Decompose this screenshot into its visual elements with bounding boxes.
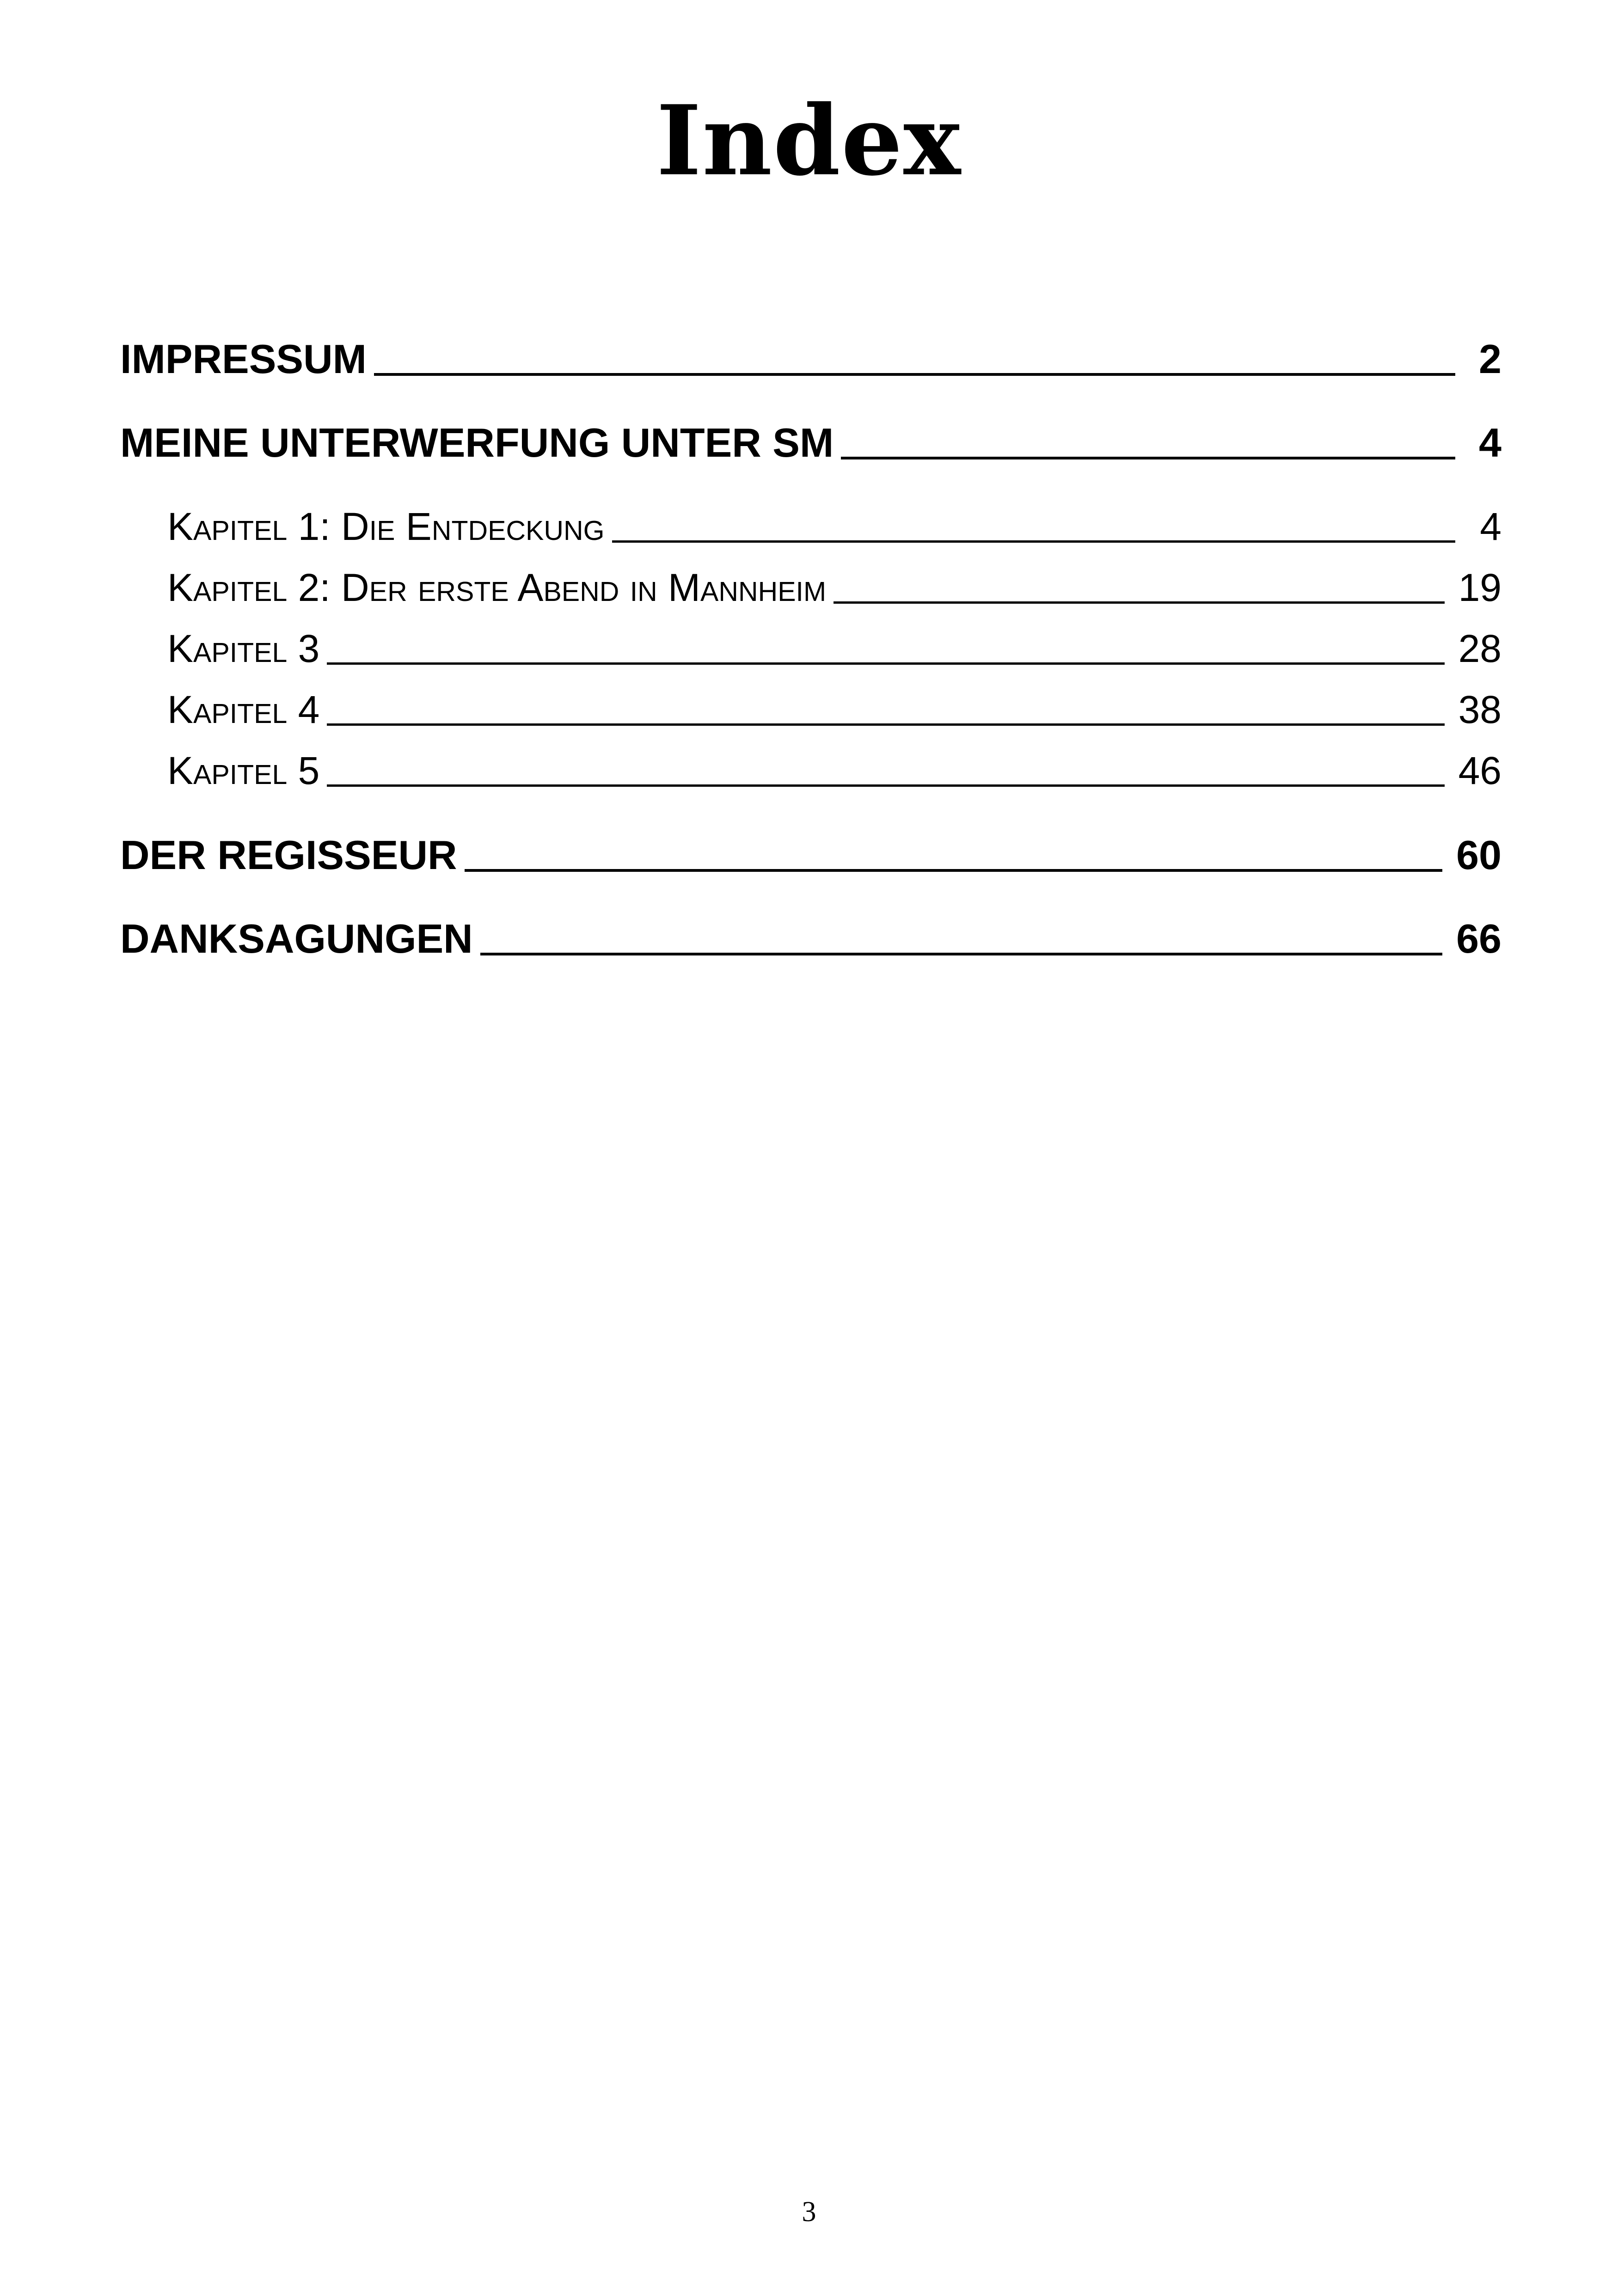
toc-entry-label: Kapitel 3	[167, 627, 320, 670]
toc-leader-line	[612, 540, 1455, 543]
toc-entry-label: Kapitel 4	[167, 688, 320, 731]
toc-entry-label: MEINE UNTERWERFUNG UNTER SM	[120, 420, 834, 465]
toc-leader-line	[327, 784, 1444, 787]
toc-entry-kapitel-1[interactable]	[167, 500, 1502, 553]
toc-entry-page-number: 66	[1456, 916, 1502, 961]
toc-entry-page-number: 38	[1458, 688, 1502, 731]
toc-entry-page-number: 46	[1458, 749, 1502, 792]
toc-leader-line	[834, 601, 1444, 604]
toc-leader-line	[327, 723, 1444, 726]
toc-entry-label: Kapitel 5	[167, 749, 320, 792]
toc-entry-impressum[interactable]	[120, 331, 1502, 387]
toc-entry-der-regisseur[interactable]	[120, 827, 1502, 883]
toc-entry-label: Kapitel 1: Die Entdeckung	[167, 505, 605, 548]
toc-entry-page-number: 60	[1456, 832, 1502, 878]
toc-leader-line	[841, 457, 1455, 459]
toc-leader-line	[374, 373, 1455, 376]
toc-entry-page-number: 19	[1458, 566, 1502, 609]
toc-entry-label: DER REGISSEUR	[120, 832, 457, 878]
toc-entry-label: Kapitel 2: Der erste Abend in Mannheim	[167, 566, 827, 609]
toc-entry-kapitel-4[interactable]	[167, 683, 1502, 736]
toc-entry-page-number: 28	[1458, 627, 1502, 670]
toc-entry-kapitel-2[interactable]	[167, 561, 1502, 614]
toc-entry-kapitel-3[interactable]	[167, 622, 1502, 675]
toc-entry-page-number: 2	[1479, 336, 1502, 382]
toc-leader-line	[465, 869, 1443, 872]
toc-entry-label: DANKSAGUNGEN	[120, 916, 473, 961]
page-title: Index	[656, 85, 962, 197]
toc-entry-kapitel-5[interactable]	[167, 744, 1502, 797]
toc-entry-meine-unterwerfung-unter-sm[interactable]	[120, 415, 1502, 471]
toc-entry-page-number: 4	[1480, 505, 1502, 548]
toc-leader-line	[327, 662, 1444, 665]
toc-entry-danksagungen[interactable]	[120, 911, 1502, 967]
table-of-contents	[0, 0, 1618, 1017]
toc-entry-label: IMPRESSUM	[120, 336, 367, 382]
toc-entry-page-number: 4	[1479, 420, 1502, 465]
toc-leader-line	[480, 953, 1442, 955]
page-number: 3	[802, 2196, 816, 2228]
